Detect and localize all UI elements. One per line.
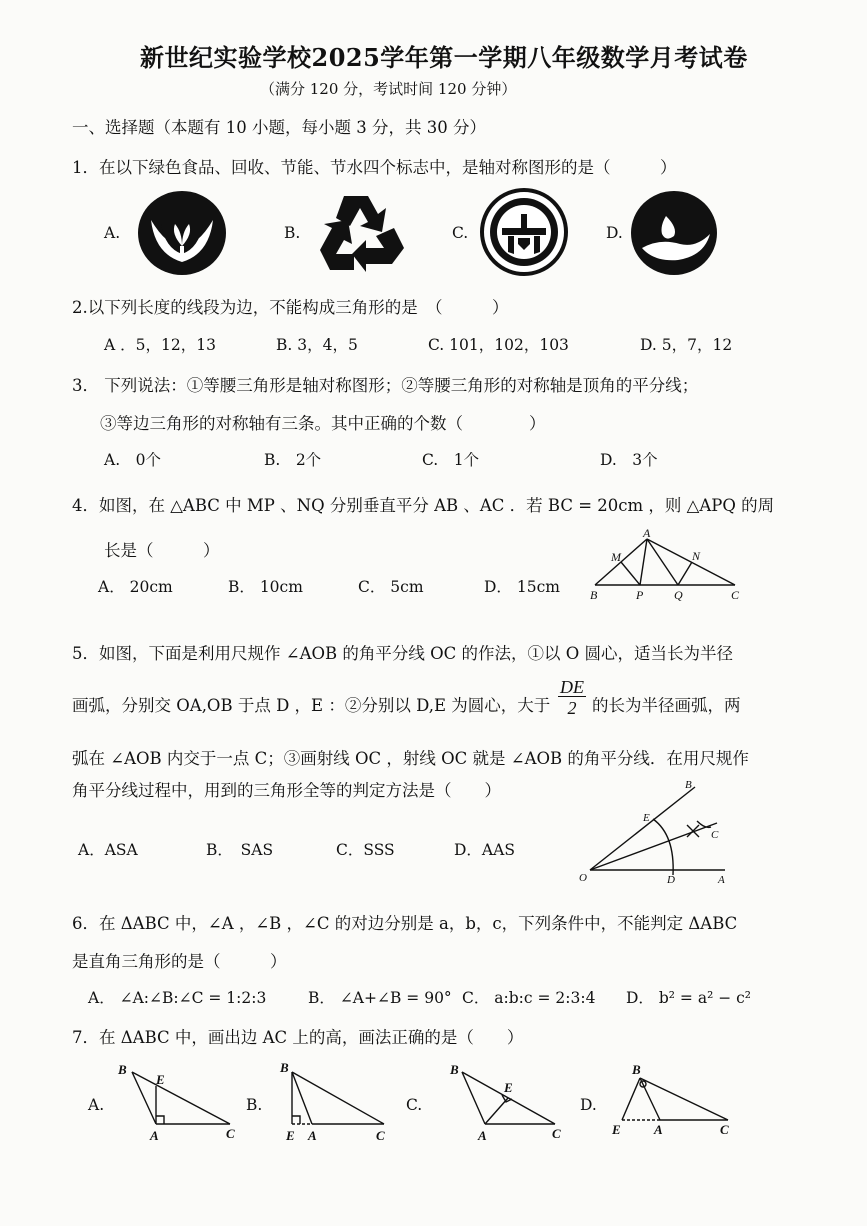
q4-label-a: A (643, 526, 651, 540)
q7-figure-d (606, 1058, 746, 1146)
q4-option-c: C． 5cm (358, 578, 424, 596)
q4-option-d: D． 15cm (484, 578, 560, 596)
q1-stem: 1．在以下绿色食品、回收、节能、节水四个标志中，是轴对称图形的是（ ） (72, 158, 677, 177)
q5-option-b: B． SAS (206, 841, 274, 859)
q4-option-b: B． 10cm (228, 578, 303, 596)
q2-stem: 2.以下列长度的线段为边，不能构成三角形的是 （ ） (72, 298, 509, 317)
q7b-label-a: A (308, 1128, 317, 1143)
q3-option-c: C. 1个 (422, 451, 480, 469)
q2-option-c: C. 101，102，103 (428, 336, 569, 354)
q4-line-1: 4．如图，在 △ABC 中 MP 、NQ 分别垂直平分 AB 、AC ．若 BC = 20cm ，则 △APQ 的周 (72, 496, 775, 515)
q4-label-n: N (692, 549, 701, 563)
q7-label-a: A. (88, 1096, 105, 1114)
q6-line-1: 6．在 ΔABC 中，∠A ，∠B ，∠C 的对边分别是 a，b，c，下列条件中，不能判定 ΔABC (72, 914, 738, 933)
q7a-label-b: B (118, 1062, 127, 1077)
q3-option-d: D. 3个 (600, 451, 658, 469)
q3-line-1: 3． 下列说法：①等腰三角形是轴对称图形；②等腰三角形的对称轴是顶角的平分线； (72, 376, 699, 395)
q4-label-p: P (636, 588, 644, 602)
q5-label-d: D (667, 874, 675, 886)
q5-line-3: 弧在 ∠AOB 内交于一点 C；③画射线 OC ，射线 OC 就是 ∠AOB 的角平分线．在用尺规作 (72, 749, 749, 768)
q7d-label-b: B (632, 1062, 641, 1077)
q7-label-d: D. (580, 1096, 597, 1114)
q5-fraction-denominator: 2 (567, 698, 577, 718)
q5-fraction (558, 678, 586, 717)
q5-label-a: A (718, 874, 725, 886)
q2-option-b: B. 3，4，5 (276, 336, 358, 354)
q5-label-e: E (643, 812, 650, 824)
q7-label-b: B. (246, 1096, 263, 1114)
q5-option-a: A．ASA (78, 841, 138, 859)
q4-label-b: B (590, 588, 598, 602)
q3-option-b: B. 2个 (264, 451, 322, 469)
water-saving-logo-icon (630, 190, 718, 276)
page-subtitle: （满分 120 分，考试时间 120 分钟） (260, 80, 517, 98)
q7-stem: 7．在 ΔABC 中，画出边 AC 上的高，画法正确的是（ ） (72, 1028, 524, 1047)
q7c-label-a: A (478, 1128, 487, 1143)
q3-option-a: A. 0个 (104, 451, 161, 469)
q5-line-4: 角平分线过程中，用到的三角形全等的判定方法是（ ） (72, 781, 501, 800)
q1-label-b: B. (284, 224, 301, 242)
q5-option-d: D．AAS (454, 841, 515, 859)
q4-label-q: Q (674, 588, 683, 602)
q7b-label-c: C (376, 1128, 385, 1143)
q1-label-d: D. (606, 224, 623, 242)
q7-figure-b (272, 1058, 402, 1146)
q4-triangle-figure (585, 525, 750, 603)
q5-line-2b: 的长为半径画弧，两 (592, 696, 741, 715)
q2-option-a: A ．5，12，13 (104, 336, 216, 354)
q7-figure-a (112, 1058, 247, 1146)
q7d-label-a: A (654, 1122, 663, 1137)
q1-label-c: C. (452, 224, 469, 242)
recycle-logo-icon (316, 190, 406, 274)
q7a-label-a: A (150, 1128, 159, 1143)
energy-saving-logo-icon (480, 188, 568, 276)
q7c-label-c: C (552, 1126, 561, 1141)
q5-label-b: B (685, 779, 692, 791)
q4-label-m: M (611, 550, 621, 564)
q6-option-b: B． ∠A+∠B = 90° (308, 989, 452, 1007)
q6-line-2: 是直角三角形的是（ ） (72, 952, 287, 971)
q5-label-c: C (711, 829, 719, 841)
q7b-label-e: E (286, 1128, 295, 1143)
q7b-label-b: B (280, 1060, 289, 1075)
q6-option-c: C． a:b:c = 2:3:4 (462, 989, 596, 1007)
q4-label-c: C (731, 588, 740, 602)
q4-option-a: A． 20cm (98, 578, 173, 596)
page-title: 新世纪实验学校2025学年第一学期八年级数学月考试卷 (140, 43, 748, 72)
green-food-logo-icon (137, 190, 227, 276)
q7-figure-c (440, 1058, 575, 1146)
q5-line-2a: 画弧，分别交 OA,OB 于点 D ，E ：②分别以 D,E 为圆心，大于 (72, 696, 551, 715)
q7-label-c: C. (406, 1096, 423, 1114)
q1-label-a: A. (104, 224, 121, 242)
q4-line-2: 长是（ ） (104, 541, 220, 560)
q7a-label-c: C (226, 1126, 235, 1141)
q2-option-d: D. 5，7，12 (640, 336, 733, 354)
q6-option-a: A． ∠A:∠B:∠C = 1:2:3 (88, 989, 267, 1007)
q5-line-1: 5．如图，下面是利用尺规作 ∠AOB 的角平分线 OC 的作法，①以 O 圆心，适当长为半径 (72, 644, 734, 663)
q7d-label-c: C (720, 1122, 729, 1137)
q7c-label-b: B (450, 1062, 459, 1077)
q5-option-c: C．SSS (336, 841, 395, 859)
section-heading: 一、选择题（本题有 10 小题，每小题 3 分，共 30 分） (72, 118, 486, 137)
q6-option-d: D． b² = a² − c² (626, 989, 752, 1007)
q5-angle-bisector-figure (575, 775, 745, 890)
q7a-label-e: E (156, 1072, 165, 1087)
q3-line-2: ③等边三角形的对称轴有三条。其中正确的个数（ ） (100, 414, 546, 433)
q5-label-o: O (579, 872, 587, 884)
q7c-label-e: E (504, 1080, 513, 1095)
q7d-label-e: E (612, 1122, 621, 1137)
q5-fraction-numerator: DE (560, 677, 584, 697)
